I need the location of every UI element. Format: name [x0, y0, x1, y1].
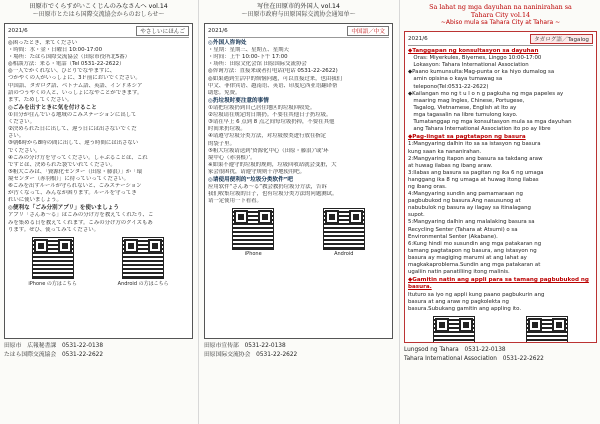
app-description — [208, 184, 389, 205]
qr-code[interactable] — [433, 316, 475, 343]
column-subtitle: ~Abiso mula sa Tahara City at Tahara ~ — [440, 19, 561, 26]
text-line: ・星期：星期三、星期五、星期天 — [208, 47, 289, 54]
text-line: 2:Mangyaring itapon ang basura sa takdang araw — [408, 155, 543, 162]
text-line: supot. — [408, 212, 425, 219]
garbage-rules — [208, 105, 389, 176]
consultation-section — [208, 47, 389, 97]
column-title: 田原市でくらすがいこくじんのみなさんへ vol.14 — [29, 3, 168, 10]
text-line: Lokasyon: Tahara International Association — [408, 62, 529, 69]
text-line: basura ay magiging marumi at ang lahat ay — [408, 254, 527, 261]
issue-date: 2021/6 — [8, 28, 28, 34]
text-line: つかやくの人がいっしょに、3Ｆ前においでください。 — [8, 75, 141, 82]
qr-caption: iPhone の方はこちら — [28, 280, 77, 287]
text-line: ・時間：水・金・日曜日 10:00-17:00 — [8, 47, 103, 54]
text-line: まず、ためしてください。 — [8, 96, 73, 103]
text-line: ④请遵守垃圾分类方法，对垃圾按类进行放在指定 — [208, 133, 327, 140]
qr-code[interactable] — [122, 237, 164, 279]
text-line: Tagalog, Vietnamese, English at Ito ay — [408, 104, 517, 111]
text-line: Tumatanggap ng mga konsultasyon mula sa mga dayuhan — [408, 119, 572, 126]
notice-box — [4, 23, 193, 339]
text-line: 5:Mangyaring dalhin ang malalaking basura sa — [408, 219, 535, 226]
tagalog-column — [401, 0, 600, 424]
garbage-rules — [408, 141, 593, 276]
text-line: telepono(Tel:0531-22-2622) — [408, 83, 489, 90]
language-badge: やさしいにほんご — [136, 26, 189, 36]
contact-line: Lungsod ng Tahara 0531-22-0138 — [404, 347, 506, 353]
text-line: basura at ang araw ng pagkolekta ng — [408, 298, 509, 305]
app-section-title: ◆Gamitin natin ang appli para sa tamang pagbubukod ng basura. — [408, 277, 589, 291]
text-line: nabubulok ng basura ay ilagay sa itinalagang — [408, 205, 531, 212]
text-line: ③朝6時から8時の間に出して、違う時間には出さない — [8, 140, 139, 147]
text-line: 語のつうやくの人と、いっしょになやことができます。 — [8, 89, 143, 96]
text-line: at huwag ilabas ng ibang araw. — [408, 162, 493, 169]
app-description — [408, 292, 593, 313]
text-line: ugaliin natin panatiliing itong malinis. — [408, 269, 510, 276]
text-line: 境センター（赤羽根）」に持っていってください。 — [8, 175, 130, 182]
column-title: 写住在田原市的外国人 vol.14 — [257, 3, 340, 10]
text-line: ・場所：たはら国際交流協会（田原市役所北5番） — [8, 54, 131, 61]
text-line: ①自分が住んでいる地域のごみステーションに出して — [8, 112, 137, 119]
text-line: tamang pagtatapon ng basura, ang istasyon ng — [408, 247, 537, 254]
text-line: 时间来扔垃圾。 — [208, 126, 246, 133]
text-line: maaring mag Ingles, Chinese, Portugese, — [408, 97, 525, 104]
qr-code[interactable] — [323, 208, 365, 250]
issue-date: 2021/6 — [408, 36, 428, 42]
text-line: ④ごみの分け方を守ってください。しゃぶることは、これ — [8, 154, 148, 161]
text-line: 家会很困扰，请遵守规则干净地使用吧。 — [208, 168, 306, 175]
text-line: 中文、菲律宾语、越南语、英语、印度尼西亚语翻译帮 — [208, 82, 338, 89]
text-line: Ituturo sa iyo ng appli kung paano pagbukurin ang — [408, 291, 545, 298]
column-title-line2: Tahara City vol.14 — [470, 11, 531, 19]
text-line: kung saan ka nananirahan. — [408, 148, 482, 155]
text-line: みを集める日を教えてくれます。ごみの分け方のクイズもあ — [8, 219, 153, 226]
text-line: ◆Paano kumunsulta:Mag-punta or ka hiyo dumalog sa — [408, 69, 555, 76]
qr-caption: Android — [334, 251, 354, 258]
issue-date: 2021/6 — [208, 28, 228, 34]
text-line: 4:Mangyaring sundin ang pamamaraan ng — [408, 191, 523, 198]
text-line: ⑤粗大垃圾请送到‘资源化中心（田原・藤浪）’或‘环 — [208, 147, 329, 154]
text-line: が汚くなって、みんなが困ります。ルールを守ってき — [8, 190, 137, 197]
text-line: basura.Subukang gamitin ang appling ito. — [408, 305, 522, 312]
consultation-section — [408, 55, 593, 133]
text-line: Recycling Senter (Tahara at Atsumi) o sa — [408, 226, 518, 233]
text-line: ※如果不遵守的垃圾的规则，垃圾回收站就会变脏，大 — [208, 161, 337, 168]
text-line: Environmental Senter (Akabane). — [408, 233, 498, 240]
text-line: ◎如果遇到生活中的烦恼问题，可以直接过来，也由我们 — [208, 75, 343, 82]
notice-box — [404, 31, 597, 343]
text-line: ですとは、決められた袋でいれてください。 — [8, 161, 116, 168]
consultation-section-title: ◆Tanggapan ng konsultasyon sa dayuhan — [408, 48, 539, 54]
text-line: でください。 — [8, 147, 41, 154]
text-line: アプリ「さんあ～る」はごみの分け方を教えてくれたり、ご — [8, 212, 154, 219]
text-line: 1:Mangyaring dalhin ito sa sa istasyon ng basura — [408, 141, 541, 148]
garbage-section-title: ◎扔垃圾时要注意的事情 — [208, 97, 269, 104]
text-line: ng ibang oras. — [408, 184, 447, 190]
qr-code[interactable] — [526, 316, 568, 343]
app-description — [8, 212, 189, 233]
text-line: ◎困ったとき、来てください — [8, 40, 78, 46]
qr-caption: Android の方はこちら — [117, 280, 169, 287]
column-subtitle: ～田原市とたはら国際交流協会からのおしらせ～ — [32, 11, 165, 18]
text-line: ang Tahara International Association ito po ay libre — [408, 126, 551, 133]
contact-line: たはら国際交流協会 0531-22-2622 — [4, 351, 104, 358]
notice-box — [204, 23, 393, 339]
consultation-section — [8, 40, 189, 104]
text-line: 应用软件“さんあ～る”教会教扔垃圾分方法，告诉 — [208, 184, 327, 191]
garbage-rules — [8, 112, 189, 204]
garbage-section-title: ◎ごみを出すときに気を付けること — [8, 104, 97, 111]
text-line: amin opisina o kaya tumawag sa — [408, 76, 503, 83]
text-line: 境中心（赤羽根）’。 — [208, 154, 256, 161]
app-section-title: ◎请使用便利的“垃圾分类软件”吧 — [208, 177, 293, 183]
text-line: hanggang ika 8 ng umaga at huwag itong ilabas — [408, 176, 539, 183]
text-line: magkakaproblema.Sundin ang mga patakaran at — [408, 262, 541, 269]
text-line: ◆Kailangan mo ng t u l o n g pagkuha ng mga papeles ay — [408, 90, 564, 97]
text-line: ③请在早上 6 点到 8 点之间每垃圾扔掉，不要在其他 — [208, 119, 335, 126]
text-line: 的袋子里。 — [208, 140, 235, 147]
text-line: ⑤粗大ごみは、「資源化センター（田原・藤浪）」か「環 — [8, 168, 142, 175]
contact-line: Tahara International Association 0531-22-2622 — [404, 355, 544, 362]
text-line: ります。ぜひ、使ってみてください。 — [8, 226, 99, 233]
app-section-title: ◎便利な「ごみ分別アプリ」を使いましょう — [8, 205, 119, 212]
text-line: 6:Kung hindi mo susundin ang mga patakaran ng — [408, 240, 542, 247]
text-line: ①请把垃圾扔到自己居住地区的垃圾回收处。 — [208, 105, 316, 112]
text-line: pagbubukod ng basura.Ang nasusunog at — [408, 198, 521, 205]
text-line: 请一定使用一下看看。 — [208, 198, 262, 205]
text-line: ◎相談方法：来る・電話（Tel 0531-22-2622） — [8, 61, 125, 68]
text-line: ください。 — [8, 119, 35, 126]
text-line: mga tagasalin na libre tumulong kayo. — [408, 111, 518, 118]
text-line: 我们收集垃圾的日子，也有垃圾分类方法的问题测试。 — [208, 191, 338, 198]
column-subtitle: ～田原市政府与田原国际交流协会通知单～ — [241, 11, 356, 18]
garbage-section-title: ◆Pag-iingat sa pagtatapon ng basura — [408, 134, 526, 141]
japanese-column — [0, 0, 197, 424]
qr-caption: iPhone — [244, 251, 262, 258]
text-line: れいに使いましょう。 — [8, 197, 62, 204]
text-line: 助您。免费。 — [208, 89, 241, 96]
text-line: ②垃圾请在规定的日期扔。不要在其他日子扔垃圾。 — [208, 112, 332, 119]
text-line: ・时间：上午 10:00-下午 17:00 — [208, 54, 288, 61]
qr-code[interactable] — [232, 208, 274, 250]
text-line: ⑥ごみを出すルールが守られないと、ごみステーション — [8, 182, 142, 189]
text-line: 3:Ilabas ang basura sa pagitan ng ika 6 ng umaga — [408, 169, 544, 176]
language-badge: タガログ語／Tagalog — [530, 34, 593, 44]
column-divider — [198, 0, 199, 424]
column-divider — [399, 0, 400, 424]
text-line: 中国語、タガログ語、ベトナム語、英語、インドネシア — [8, 82, 143, 89]
column-title: Sa lahat ng mga dayuhan na naninirahan sa — [429, 3, 572, 11]
chinese-column — [200, 0, 397, 424]
text-line: ②決められた日に出して、違う日には出さないでくだ — [8, 126, 137, 133]
language-badge: 中国語／中文 — [347, 26, 389, 36]
contact-line: 田原市宣传部 0531-22-0138 — [204, 343, 286, 349]
text-line: ・场所：田原文化会馆 田原国际交流协会 — [208, 61, 307, 68]
text-line: ◎一人でかくれない、ひとりでなやまずに、 — [8, 68, 116, 75]
text-line: Oras: Miyerkules, Biyernes, Linggo 10:00-17:00 — [408, 55, 542, 62]
consultation-section-title: ◎外国人咨询处 — [208, 40, 247, 46]
text-line: さい。 — [8, 133, 25, 140]
qr-code[interactable] — [32, 237, 74, 279]
contact-line: 田原市 広報秘書課 0531-22-0138 — [4, 343, 104, 349]
contact-line: 田原国际交流协会 0531-22-2622 — [204, 351, 298, 358]
text-line: ◎咨询方法：直接来或者打电话(电话 0531-22-2622) — [208, 68, 338, 75]
